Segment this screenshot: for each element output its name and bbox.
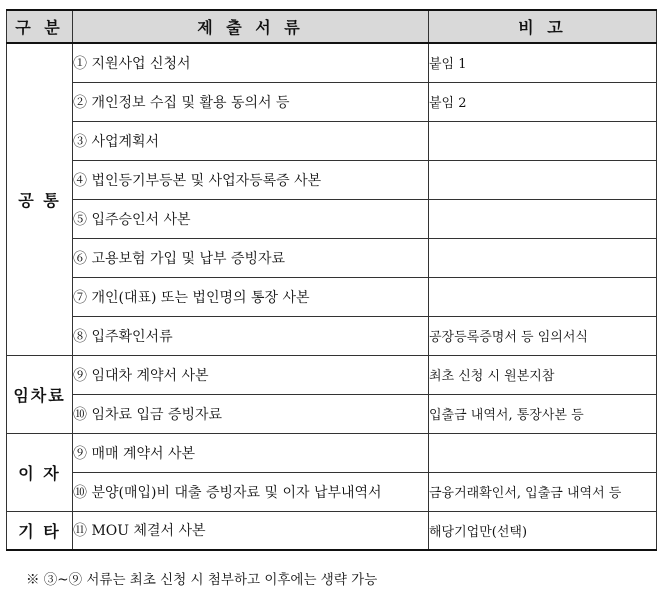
document-cell: ⑪ MOU 체결서 사본 (73, 511, 429, 550)
group-other: 기 타 (7, 511, 73, 550)
document-cell: ⑤ 입주승인서 사본 (73, 199, 429, 238)
header-remarks: 비 고 (429, 10, 657, 43)
table-row (7, 472, 657, 511)
table-row (7, 238, 657, 277)
group-lease: 임차료 (7, 355, 73, 433)
group-common: 공 통 (7, 43, 73, 355)
table-row (7, 121, 657, 160)
remark-cell (429, 238, 657, 277)
remark-cell (429, 277, 657, 316)
table-header-row (7, 10, 657, 43)
document-cell: ⑩ 분양(매입)비 대출 증빙자료 및 이자 납부내역서 (73, 472, 429, 511)
remark-cell: 붙임 2 (429, 82, 657, 121)
table-row (7, 43, 657, 82)
document-cell: ⑥ 고용보험 가입 및 납부 증빙자료 (73, 238, 429, 277)
document-cell: ④ 법인등기부등본 및 사업자등록증 사본 (73, 160, 429, 199)
remark-cell (429, 121, 657, 160)
table-row (7, 433, 657, 472)
submission-documents-table (6, 9, 657, 551)
header-category: 구 분 (7, 10, 73, 43)
remark-cell (429, 199, 657, 238)
document-cell: ⑩ 임차료 입금 증빙자료 (73, 394, 429, 433)
header-documents: 제 출 서 류 (73, 10, 429, 43)
table-row (7, 160, 657, 199)
table-row (7, 277, 657, 316)
document-cell: ⑦ 개인(대표) 또는 법인명의 통장 사본 (73, 277, 429, 316)
remark-cell: 최초 신청 시 원본지참 (429, 355, 657, 394)
document-cell: ⑨ 임대차 계약서 사본 (73, 355, 429, 394)
document-cell: ⑨ 매매 계약서 사본 (73, 433, 429, 472)
document-cell: ⑧ 입주확인서류 (73, 316, 429, 355)
remark-cell (429, 160, 657, 199)
group-interest: 이 자 (7, 433, 73, 511)
remark-cell: 금융거래확인서, 입출금 내역서 등 (429, 472, 657, 511)
table-row (7, 394, 657, 433)
document-cell: ③ 사업계획서 (73, 121, 429, 160)
table-row (7, 511, 657, 550)
table-row (7, 355, 657, 394)
remark-cell (429, 433, 657, 472)
footnote: ※ ③~⑨ 서류는 최초 신청 시 첨부하고 이후에는 생략 가능 (26, 572, 378, 588)
document-cell: ① 지원사업 신청서 (73, 43, 429, 82)
remark-cell: 해당기업만(선택) (429, 511, 657, 550)
table-row (7, 199, 657, 238)
table-row (7, 316, 657, 355)
remark-cell: 입출금 내역서, 통장사본 등 (429, 394, 657, 433)
table-row (7, 82, 657, 121)
remark-cell: 공장등록증명서 등 임의서식 (429, 316, 657, 355)
document-cell: ② 개인정보 수집 및 활용 동의서 등 (73, 82, 429, 121)
remark-cell: 붙임 1 (429, 43, 657, 82)
